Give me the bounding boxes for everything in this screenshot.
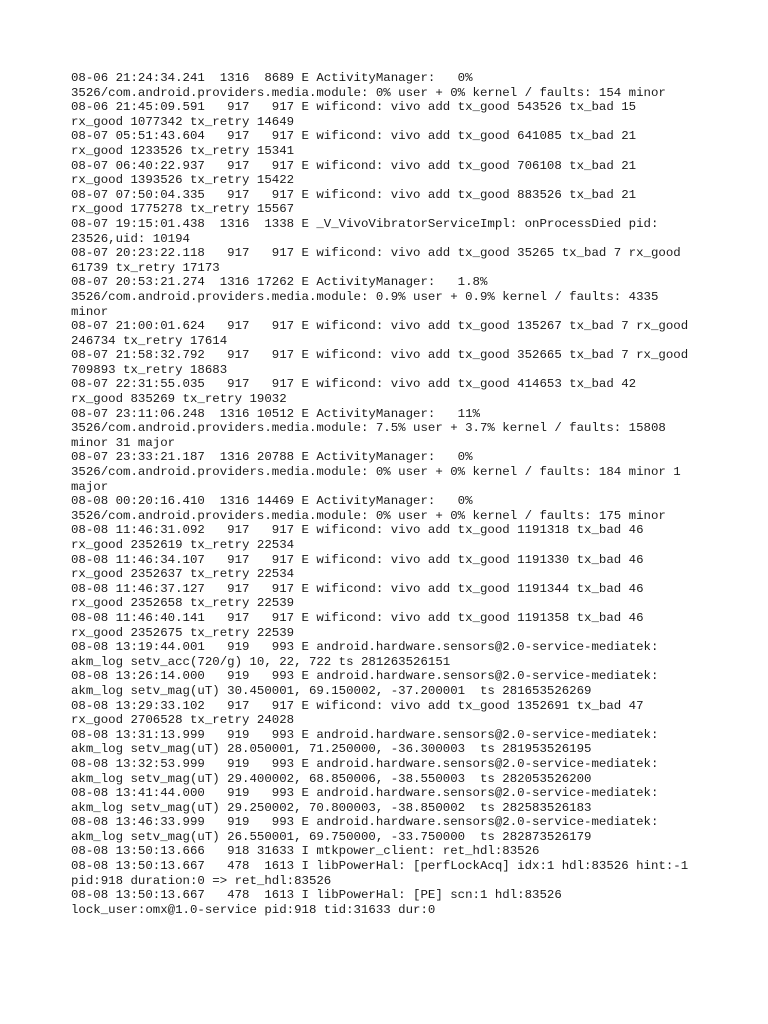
log-line: major bbox=[71, 479, 109, 494]
log-line: rx_good 2352675 tx_retry 22539 bbox=[71, 625, 295, 640]
log-line: 08-08 13:19:44.001 919 993 E android.hardware.sensors@2.0-service-mediatek: bbox=[71, 640, 659, 655]
log-line: 08-07 20:53:21.274 1316 17262 E ActivityManager: 1.8% bbox=[71, 275, 488, 290]
log-line: 08-08 11:46:34.107 917 917 E wificond: vivo add tx_good 1191330 tx_bad 46 bbox=[71, 552, 644, 567]
log-line: 08-07 19:15:01.438 1316 1338 E _V_VivoVibratorServiceImpl: onProcessDied pid: bbox=[71, 216, 659, 231]
log-line: akm_log setv_mag(uT) 29.400002, 68.850006, -38.550003 ts 282053526200 bbox=[71, 771, 592, 786]
log-line: 3526/com.android.providers.media.module: 0.9% user + 0.9% kernel / faults: 4335 bbox=[71, 289, 659, 304]
log-line: 08-08 00:20:16.410 1316 14469 E ActivityManager: 0% bbox=[71, 494, 473, 509]
log-line: 08-07 07:50:04.335 917 917 E wificond: vivo add tx_good 883526 tx_bad 21 bbox=[71, 187, 637, 202]
log-line: rx_good 1233526 tx_retry 15341 bbox=[71, 143, 295, 158]
log-line: rx_good 2352637 tx_retry 22534 bbox=[71, 567, 295, 582]
log-line: pid:918 duration:0 => ret_hdl:83526 bbox=[71, 873, 332, 888]
log-line: 709893 tx_retry 18683 bbox=[71, 362, 228, 377]
log-line: 08-07 23:33:21.187 1316 20788 E ActivityManager: 0% bbox=[71, 450, 473, 465]
log-line: 61739 tx_retry 17173 bbox=[71, 260, 220, 275]
log-line: 08-07 21:58:32.792 917 917 E wificond: vivo add tx_good 352665 tx_bad 7 rx_good bbox=[71, 348, 689, 363]
log-line: 08-06 21:24:34.241 1316 8689 E ActivityManager: 0% bbox=[71, 71, 473, 85]
log-line: rx_good 2352658 tx_retry 22539 bbox=[71, 596, 295, 611]
log-line: minor 31 major bbox=[71, 435, 176, 450]
log-line: akm_log setv_acc(720/g) 10, 22, 722 ts 281263526151 bbox=[71, 654, 451, 669]
log-line: 08-07 21:00:01.624 917 917 E wificond: vivo add tx_good 135267 tx_bad 7 rx_good bbox=[71, 319, 689, 334]
log-line: 246734 tx_retry 17614 bbox=[71, 333, 228, 348]
log-line: akm_log setv_mag(uT) 30.450001, 69.150002, -37.200001 ts 281653526269 bbox=[71, 683, 592, 698]
log-line: rx_good 1775278 tx_retry 15567 bbox=[71, 202, 295, 217]
log-line: 08-08 13:29:33.102 917 917 E wificond: vivo add tx_good 1352691 tx_bad 47 bbox=[71, 698, 644, 713]
log-line: 08-08 13:50:13.667 478 1613 I libPowerHal: [perfLockAcq] idx:1 hdl:83526 hint:-1 bbox=[71, 859, 689, 874]
log-line: 08-07 06:40:22.937 917 917 E wificond: vivo add tx_good 706108 tx_bad 21 bbox=[71, 158, 637, 173]
log-line: 08-07 05:51:43.604 917 917 E wificond: vivo add tx_good 641085 tx_bad 21 bbox=[71, 129, 637, 144]
log-line: rx_good 835269 tx_retry 19032 bbox=[71, 392, 287, 407]
log-line: rx_good 1077342 tx_retry 14649 bbox=[71, 114, 295, 129]
log-line: 08-08 13:46:33.999 919 993 E android.hardware.sensors@2.0-service-mediatek: bbox=[71, 815, 659, 830]
log-line: 08-08 13:50:13.666 918 31633 I mtkpower_client: ret_hdl:83526 bbox=[71, 844, 540, 859]
log-line: 08-06 21:45:09.591 917 917 E wificond: vivo add tx_good 543526 tx_bad 15 bbox=[71, 100, 637, 115]
log-line: akm_log setv_mag(uT) 26.550001, 69.750000, -33.750000 ts 282873526179 bbox=[71, 829, 592, 844]
log-line: rx_good 1393526 tx_retry 15422 bbox=[71, 173, 295, 188]
log-line: lock_user:omx@1.0-service pid:918 tid:31633 dur:0 bbox=[71, 902, 436, 917]
log-line: 08-08 11:46:37.127 917 917 E wificond: vivo add tx_good 1191344 tx_bad 46 bbox=[71, 581, 644, 596]
log-line: 3526/com.android.providers.media.module: 7.5% user + 3.7% kernel / faults: 15808 bbox=[71, 421, 666, 436]
log-line: 3526/com.android.providers.media.module: 0% user + 0% kernel / faults: 175 minor bbox=[71, 508, 666, 523]
log-line: 3526/com.android.providers.media.module: 0% user + 0% kernel / faults: 184 minor 1 bbox=[71, 465, 681, 480]
log-line: 08-08 13:26:14.000 919 993 E android.hardware.sensors@2.0-service-mediatek: bbox=[71, 669, 659, 684]
log-line: 08-08 13:31:13.999 919 993 E android.hardware.sensors@2.0-service-mediatek: bbox=[71, 727, 659, 742]
log-line: 08-08 13:41:44.000 919 993 E android.hardware.sensors@2.0-service-mediatek: bbox=[71, 786, 659, 801]
log-line: 08-08 11:46:40.141 917 917 E wificond: vivo add tx_good 1191358 tx_bad 46 bbox=[71, 610, 644, 625]
log-line: 23526,uid: 10194 bbox=[71, 231, 190, 246]
log-line: 3526/com.android.providers.media.module: 0% user + 0% kernel / faults: 154 minor bbox=[71, 85, 666, 100]
log-line: akm_log setv_mag(uT) 28.050001, 71.250000, -36.300003 ts 281953526195 bbox=[71, 742, 592, 757]
log-line: rx_good 2706528 tx_retry 24028 bbox=[71, 713, 295, 728]
log-line: 08-08 11:46:31.092 917 917 E wificond: vivo add tx_good 1191318 tx_bad 46 bbox=[71, 523, 644, 538]
log-line: 08-07 23:11:06.248 1316 10512 E ActivityManager: 11% bbox=[71, 406, 480, 421]
log-line: 08-08 13:32:53.999 919 993 E android.hardware.sensors@2.0-service-mediatek: bbox=[71, 756, 659, 771]
log-line: 08-07 22:31:55.035 917 917 E wificond: vivo add tx_good 414653 tx_bad 42 bbox=[71, 377, 637, 392]
log-line: 08-07 20:23:22.118 917 917 E wificond: vivo add tx_good 35265 tx_bad 7 rx_good bbox=[71, 246, 681, 261]
log-line: 08-08 13:50:13.667 478 1613 I libPowerHal: [PE] scn:1 hdl:83526 bbox=[71, 888, 562, 903]
log-line: minor bbox=[71, 304, 109, 319]
log-document bbox=[71, 71, 711, 917]
log-line: akm_log setv_mag(uT) 29.250002, 70.800003, -38.850002 ts 282583526183 bbox=[71, 800, 592, 815]
log-line: rx_good 2352619 tx_retry 22534 bbox=[71, 538, 295, 552]
